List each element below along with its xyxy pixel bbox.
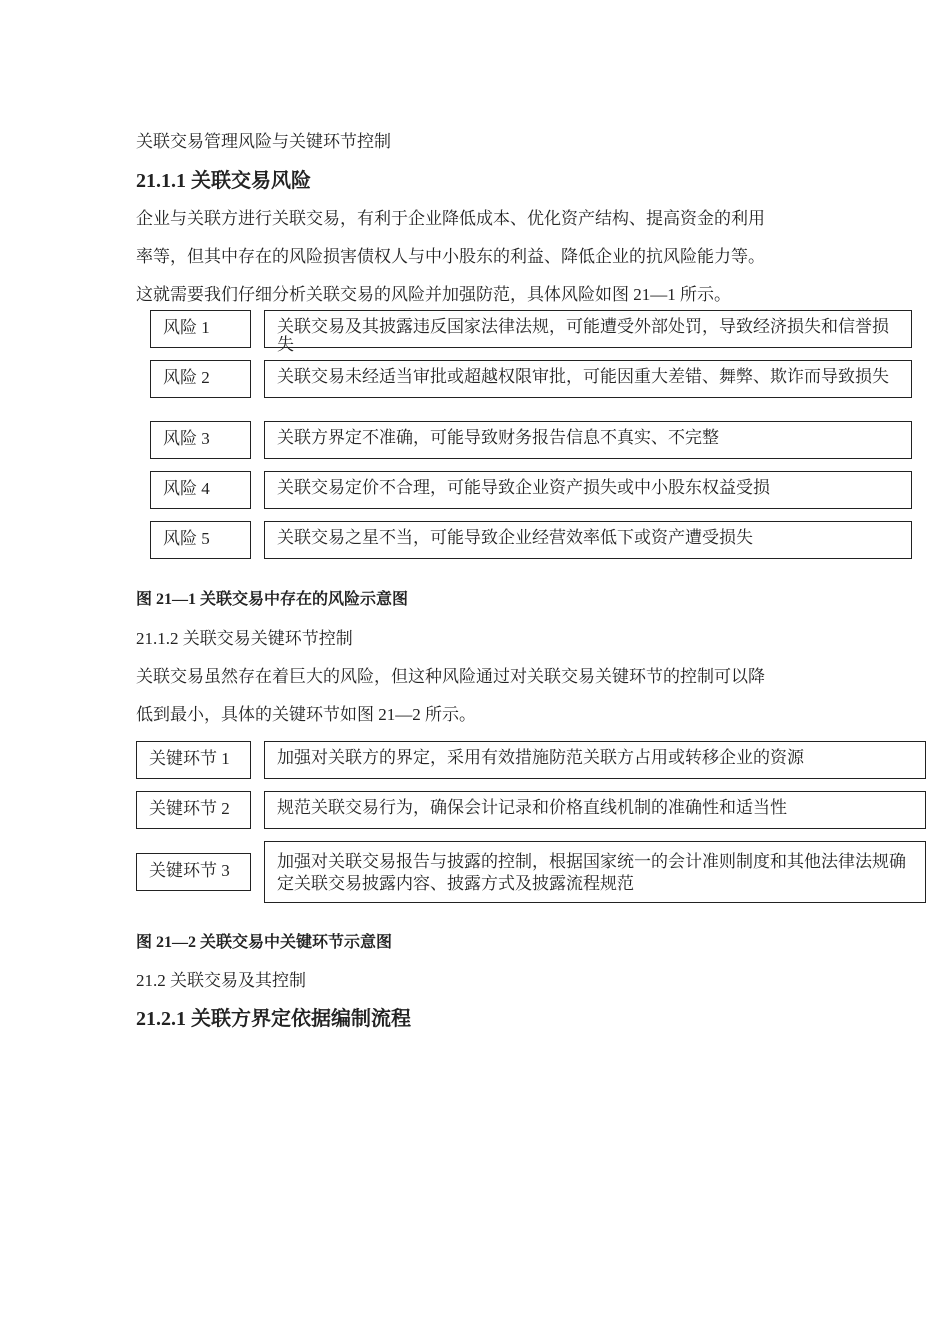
key-desc-2: 规范关联交易行为，确保会计记录和价格直线机制的准确性和适当性 [264, 791, 926, 829]
key-label-2: 关键环节 2 [136, 791, 251, 829]
risk-label-1: 风险 1 [150, 310, 251, 348]
figure-caption-21-1: 图 21—1 关联交易中存在的风险示意图 [136, 591, 409, 608]
key-desc-1: 加强对关联方的界定，采用有效措施防范关联方占用或转移企业的资源 [264, 741, 926, 779]
risk-desc-2: 关联交易未经适当审批或超越权限审批，可能因重大差错、舞弊、欺诈而导致损失 [264, 360, 912, 398]
section-line: 关联交易管理风险与关键环节控制 [136, 132, 391, 151]
risk-desc-4: 关联交易定价不合理，可能导致企业资产损失或中小股东权益受损 [264, 471, 912, 509]
risk-label-2: 风险 2 [150, 360, 251, 398]
paragraph-line: 企业与关联方进行关联交易，有利于企业降低成本、优化资产结构、提高资金的利用 [136, 209, 765, 228]
risk-desc-5: 关联交易之星不当，可能导致企业经营效率低下或资产遭受损失 [264, 521, 912, 559]
paragraph-line: 率等，但其中存在的风险损害债权人与中小股东的利益、降低企业的抗风险能力等。 [136, 247, 765, 266]
key-desc-3: 加强对关联交易报告与披露的控制，根据国家统一的会计准则制度和其他法律法规确定关联交易披露内容、披露方式及披露流程规范 [264, 841, 926, 903]
heading-21-1-1: 21.1.1 关联交易风险 [136, 170, 311, 192]
risk-label-5: 风险 5 [150, 521, 251, 559]
key-label-1: 关键环节 1 [136, 741, 251, 779]
risk-desc-3: 关联方界定不准确，可能导致财务报告信息不真实、不完整 [264, 421, 912, 459]
risk-label-3: 风险 3 [150, 421, 251, 459]
key-label-3: 关键环节 3 [136, 853, 251, 891]
paragraph-line: 低到最小，具体的关键环节如图 21—2 所示。 [136, 705, 476, 724]
paragraph-line: 关联交易虽然存在着巨大的风险，但这种风险通过对关联交易关键环节的控制可以降 [136, 667, 765, 686]
heading-21-2-1: 21.2.1 关联方界定依据编制流程 [136, 1008, 411, 1030]
heading-21-1-2: 21.1.2 关联交易关键环节控制 [136, 629, 353, 648]
risk-desc-1: 关联交易及其披露违反国家法律法规，可能遭受外部处罚，导致经济损失和信誉损失 [264, 310, 912, 348]
heading-21-2: 21.2 关联交易及其控制 [136, 971, 306, 990]
figure-caption-21-2: 图 21—2 关联交易中关键环节示意图 [136, 934, 393, 951]
paragraph-line: 这就需要我们仔细分析关联交易的风险并加强防范，具体风险如图 21—1 所示。 [136, 285, 731, 304]
risk-label-4: 风险 4 [150, 471, 251, 509]
